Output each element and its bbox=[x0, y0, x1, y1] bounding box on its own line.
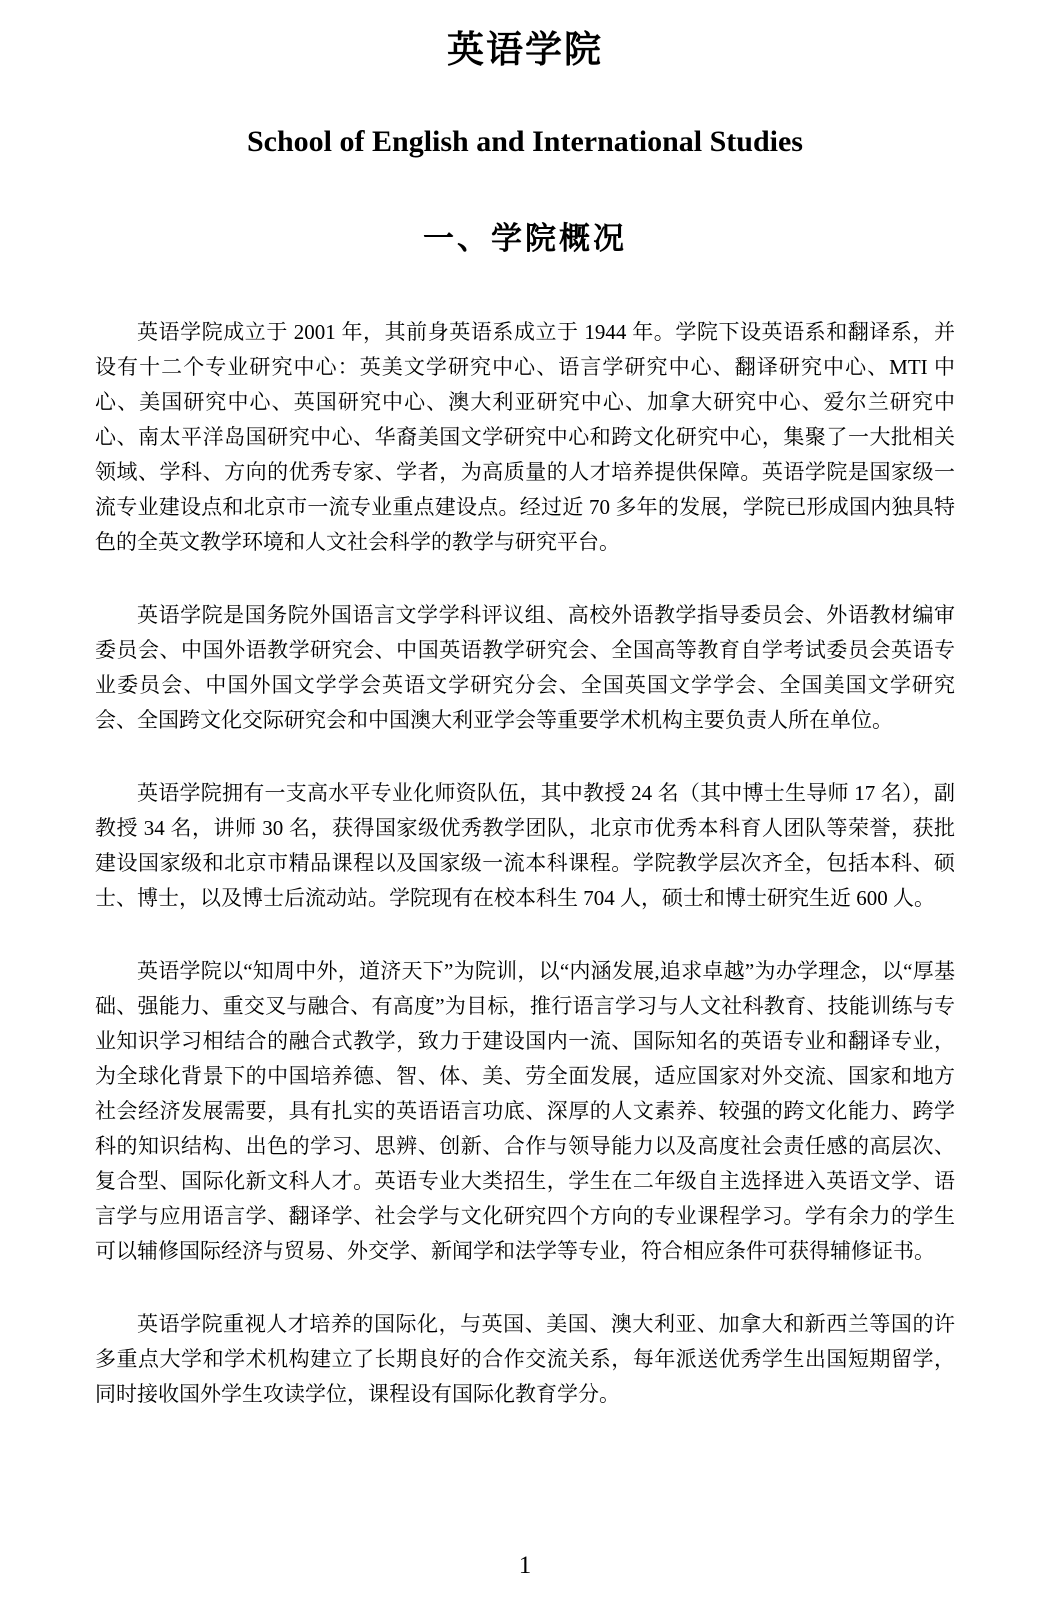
section-heading: 一、学院概况 bbox=[423, 221, 627, 257]
paragraph-faculty: 英语学院拥有一支高水平专业化师资队伍，其中教授 24 名（其中博士生导师 17 名），副教授 34 名，讲师 30 名，获得国家级优秀教学团队，北京市优秀本科育人团队等荣誉，获批建设国家级和北京市精品课程以及国家级一流本科课程。学院教学层次齐全，包括本科、硕士、博士，以及博士后流动站。学院现有在校本科生 704 人，硕士和博士研究生近 600 人。 bbox=[95, 780, 955, 910]
document-body bbox=[95, 315, 955, 1412]
page-number: 1 bbox=[518, 1552, 532, 1579]
paragraph-motto-and-training: 英语学院以“知周中外，道济天下”为院训，以“内涵发展,追求卓越”为办学理念，以“厚基础、强能力、重交叉与融合、有高度”为目标，推行语言学习与人文社科教育、技能训练与专业知识学习相结合的融合式教学，致力于建设国内一流、国际知名的英语专业和翻译专业，为全球化背景下的中国培养德、智、体、美、劳全面发展，适应国家对外交流、国家和地方社会经济发展需要，具有扎实的英语语言功底、深厚的人文素养、较强的跨文化能力、跨学科的知识结构、出色的学习、思辨、创新、合作与领导能力以及高度社会责任感的高层次、复合型、国际化新文科人才。英语专业大类招生，学生在二年级自主选择进入英语文学、语言学与应用语言学、翻译学、社会学与文化研究四个方向的专业课程学习。学有余力的学生可以辅修国际经济与贸易、外交学、新闻学和法学等专业，符合相应条件可获得辅修证书。 bbox=[95, 958, 955, 1263]
paragraph-internationalization: 英语学院重视人才培养的国际化，与英国、美国、澳大利亚、加拿大和新西兰等国的许多重点大学和学术机构建立了长期良好的合作交流关系，每年派送优秀学生出国短期留学，同时接收国外学生攻读学位，课程设有国际化教育学分。 bbox=[95, 1311, 955, 1406]
page-title-zh: 英语学院 bbox=[447, 29, 603, 70]
paragraph-academic-organizations: 英语学院是国务院外国语言文学学科评议组、高校外语教学指导委员会、外语教材编审委员会、中国外语教学研究会、中国英语教学研究会、全国高等教育自学考试委员会英语专业委员会、中国外国文学学会英语文学研究分会、全国英国文学学会、全国美国文学研究会、全国跨文化交际研究会和中国澳大利亚学会等重要学术机构主要负责人所在单位。 bbox=[95, 602, 955, 732]
paragraph-overview: 英语学院成立于 2001 年，其前身英语系成立于 1944 年。学院下设英语系和翻译系，并设有十二个专业研究中心：英美文学研究中心、语言学研究中心、翻译研究中心、MTI 中心、美国研究中心、英国研究中心、澳大利亚研究中心、加拿大研究中心、爱尔兰研究中心、南太平洋岛国研究中心、华裔美国文学研究中心和跨文化研究中心，集聚了一大批相关领域、学科、方向的优秀专家、学者，为高质量的人才培养提供保障。英语学院是国家级一流专业建设点和北京市一流专业重点建设点。经过近 70 多年的发展，学院已形成国内独具特色的全英文教学环境和人文社会科学的教学与研究平台。 bbox=[95, 319, 955, 554]
page-title-en: School of English and International Studies bbox=[247, 125, 803, 159]
